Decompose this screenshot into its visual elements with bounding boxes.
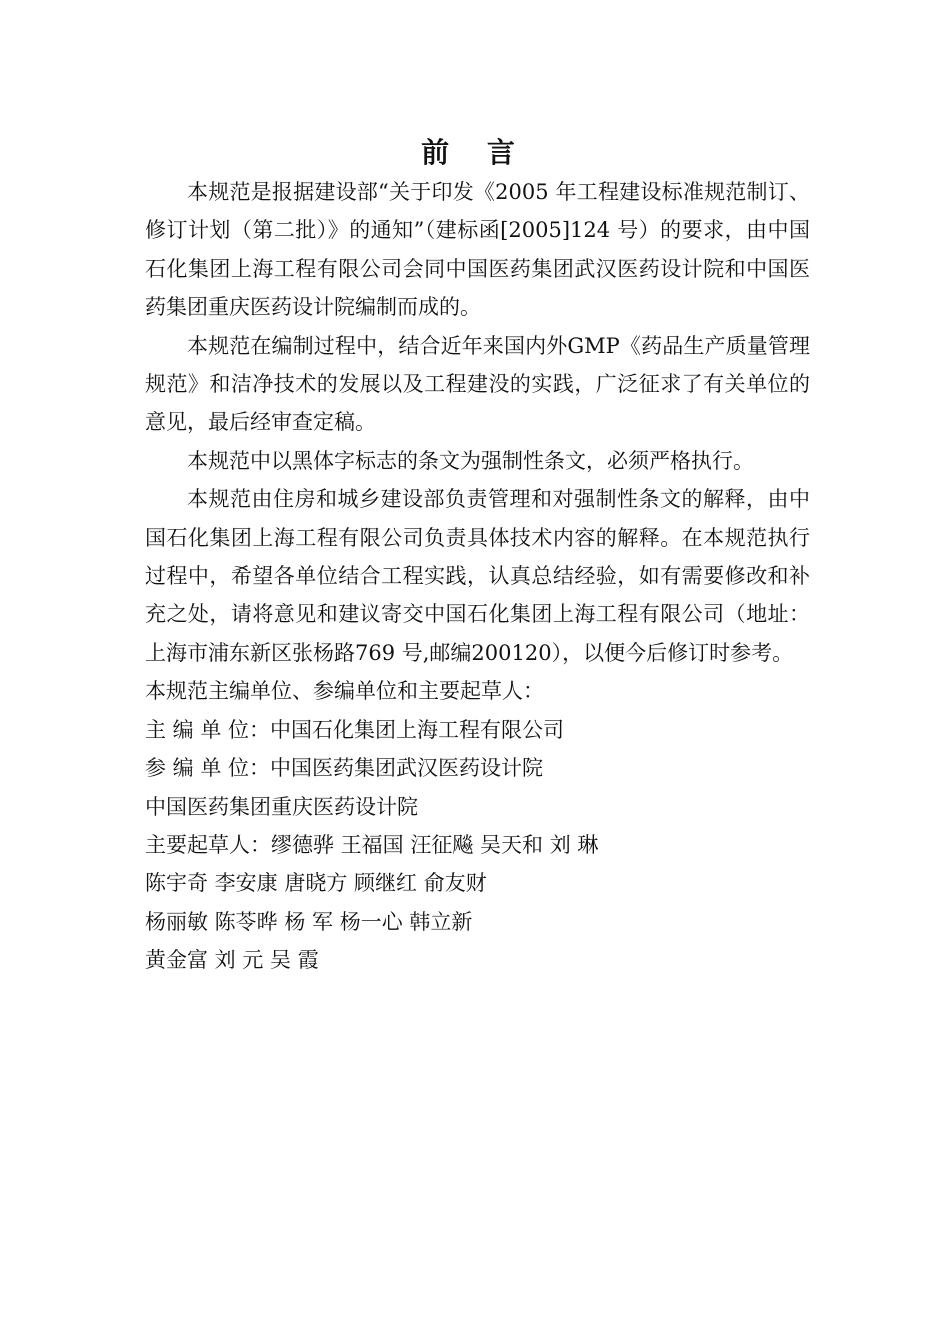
paragraph-mandatory: 本规范中以黑体字标志的条文为强制性条文，必须严格执行。 [187,448,754,473]
document-body [145,173,810,980]
page-title: 前 言 [421,136,529,169]
drafters-line: 黄金富 刘 元 吴 霞 [145,948,319,973]
chief-unit: 主 编 单 位：中国石化集团上海工程有限公司 [145,717,565,742]
drafters-line: 陈宇奇 李安康 唐晓方 顾继红 俞友财 [145,871,487,896]
paragraph-compilation: 本规范在编制过程中，结合近年来国内外GMP《药品生产质量管理规范》和洁净技术的发展以及工程建没的实践，广泛征求了有关单位的意见，最后经审查定稿。 [145,333,810,435]
paragraph-background: 本规范是报据建设部“关于印发《2005 年工程建设标准规范制订、修订计划（第二批）》的通知”（建标函[2005]124 号）的要求，由中国石化集团上海工程有限公司会同中国医药集团武汉医药设计院和中国医药集团重庆医药设计院编制而成的。 [145,180,810,320]
participating-unit: 参 编 单 位：中国医药集团武汉医药设计院 [145,756,544,781]
drafters-line: 杨丽敏 陈苓晔 杨 军 杨一心 韩立新 [145,909,473,934]
units-intro: 本规范主编单位、参编单位和主要起草人： [145,679,544,704]
paragraph-management: 本规范由住房和城乡建设部负责管理和对强制性条文的解释，由中国石化集团上海工程有限公司负责具体技术内容的解释。在本规范执行过程中，希望各单位结合工程实践，认真总结经验，如有需要修改和补充之处，请将意见和建议寄交中国石化集团上海工程有限公司（地址：上海市浦东新区张杨路769 号,邮编200120），以便今后修订时参考。 [145,487,810,665]
drafters-line: 主要起草人：缪德骅 王福国 汪征飚 吴天和 刘 琳 [145,832,599,857]
participating-unit-2: 中国医药集团重庆医药设计院 [145,794,418,819]
